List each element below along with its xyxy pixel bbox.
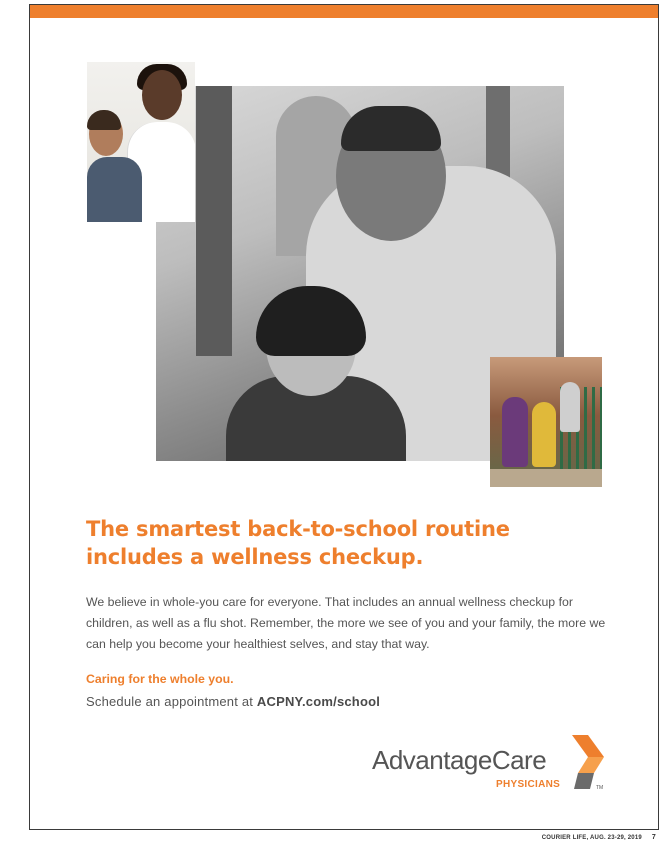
logo-trademark: TM bbox=[596, 785, 604, 791]
cta-prefix: Schedule an appointment at bbox=[86, 694, 257, 709]
father-hair bbox=[341, 106, 441, 151]
sidewalk bbox=[490, 469, 602, 487]
child-hair bbox=[87, 110, 121, 130]
ad-frame bbox=[29, 4, 659, 830]
logo-chevron-icon bbox=[570, 735, 610, 791]
mirror-frame-left bbox=[196, 86, 232, 356]
tagline: Caring for the whole you. bbox=[86, 672, 234, 686]
photo-doctor-child bbox=[87, 62, 195, 222]
orange-top-bar bbox=[30, 5, 658, 18]
advantagecare-logo bbox=[372, 735, 612, 795]
call-to-action bbox=[86, 694, 380, 709]
headline: The smartest back-to-school routine includes a wellness checkup. bbox=[86, 517, 510, 569]
page-number: 7 bbox=[651, 834, 656, 841]
kid-yellow-jacket bbox=[532, 402, 556, 467]
publication-info: COURIER LIFE, AUG. 23-29, 2019 bbox=[541, 835, 642, 841]
child-body bbox=[87, 157, 142, 222]
kid-purple-jacket bbox=[502, 397, 528, 467]
photo-kids-walking bbox=[490, 357, 602, 487]
logo-name: AdvantageCare bbox=[372, 745, 547, 775]
cta-link[interactable]: ACPNY.com/school bbox=[256, 694, 381, 709]
body-copy: We believe in whole-you care for everyone. That includes an annual wellness checkup for children, as well as a flu shot. Remember, the more we see of you and your family, the more we can help you become your healthiest selves, and stay that way. bbox=[86, 595, 606, 651]
page-footer bbox=[542, 834, 656, 841]
kid-background bbox=[560, 382, 580, 432]
logo-sub: PHYSICIANS bbox=[496, 779, 561, 790]
doctor-head bbox=[142, 70, 182, 120]
